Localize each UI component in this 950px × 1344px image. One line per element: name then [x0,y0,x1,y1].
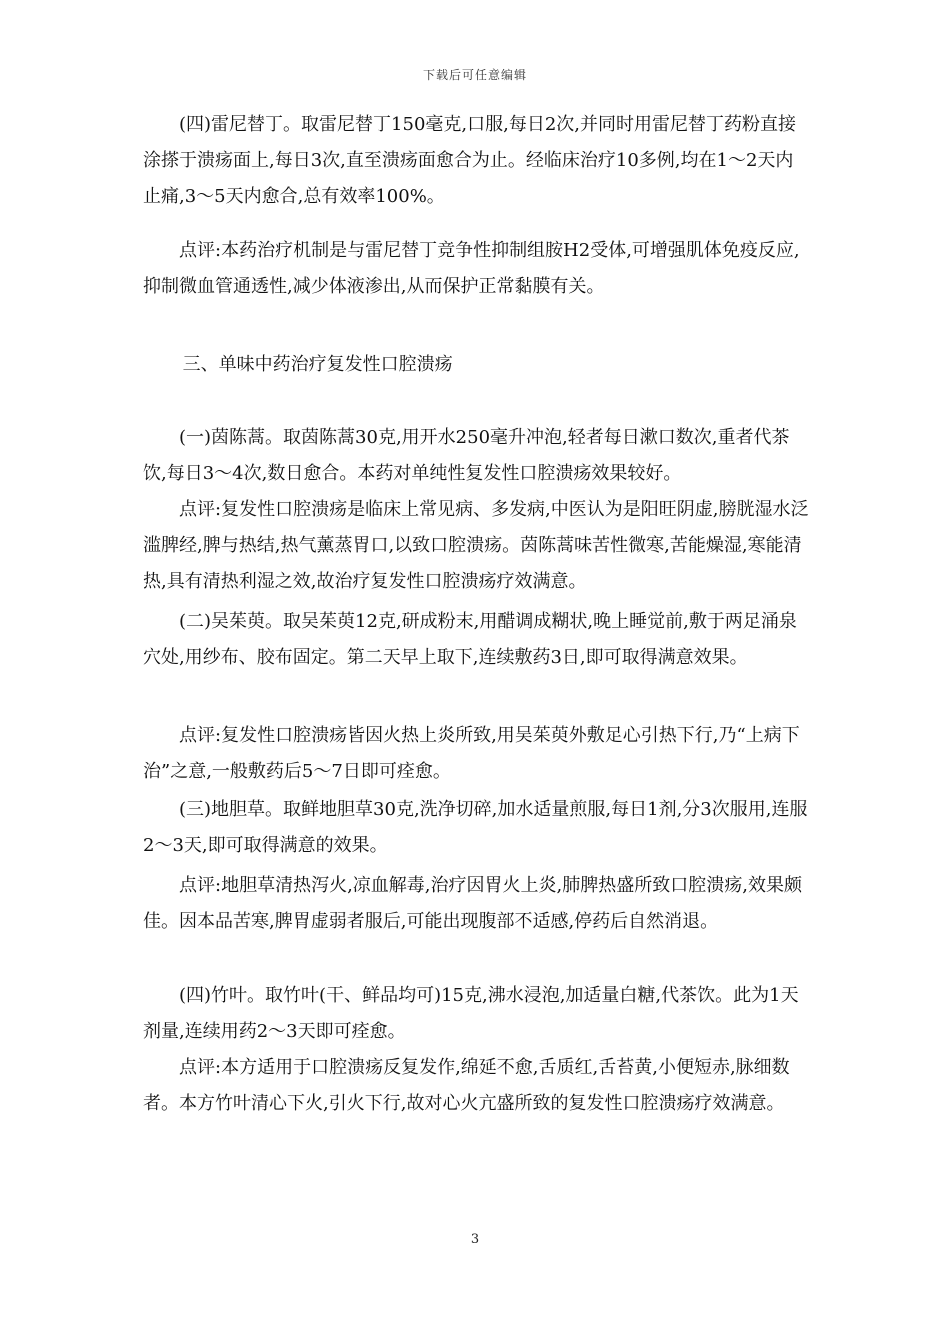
comment-ranitidine: 点评:本药治疗机制是与雷尼替丁竞争性抑制组胺H2受体,可增强肌体免疫反应,抑制微血管通透性,减少体液渗出,从而保护正常黏膜有关。 [143,240,800,297]
page-header: 下载后可任意编辑 [422,68,527,82]
section-heading: 三、单味中药治疗复发性口腔溃疡 [182,354,453,375]
comment-wuzhuyu: 点评:复发性口腔溃疡皆因火热上炎所致,用吴茱萸外敷足心引热下行,乃“上病下治”之意,一般敷药后5～7日即可痊愈。 [143,725,800,782]
paragraph-yinchenhao: (一)茵陈蒿。取茵陈蒿30克,用开水250毫升冲泡,轻者每日漱口数次,重者代茶饮,每日3～4次,数日愈合。本药对单纯性复发性口腔溃疡效果较好。 [143,427,790,484]
paragraph-zhuye: (四)竹叶。取竹叶(干、鲜品均可)15克,沸水浸泡,加适量白糖,代茶饮。此为1天剂量,连续用药2～3天即可痊愈。 [143,985,799,1042]
comment-yinchenhao: 点评:复发性口腔溃疡是临床上常见病、多发病,中医认为是阳旺阴虚,膀胱湿水泛滥脾经,脾与热结,热气薰蒸胃口,以致口腔溃疡。茵陈蒿味苦性微寒,苦能燥湿,寒能清热,具有清热利湿之效,故治疗复发性口腔溃疡疗效满意。 [143,499,809,592]
paragraph-ranitidine: (四)雷尼替丁。取雷尼替丁150毫克,口服,每日2次,并同时用雷尼替丁药粉直接涂搽于溃疡面上,每日3次,直至溃疡面愈合为止。经临床治疗10多例,均在1～2天内止痛,3～5天内愈合,总有效率100%。 [143,114,797,207]
page-number: 3 [470,1232,480,1247]
paragraph-wuzhuyu: (二)吴茱萸。取吴茱萸12克,研成粉末,用醋调成糊状,晚上睡觉前,敷于两足涌泉穴处,用纱布、胶布固定。第二天早上取下,连续敷药3日,即可取得满意效果。 [143,611,797,668]
comment-zhuye: 点评:本方适用于口腔溃疡反复发作,绵延不愈,舌质红,舌苔黄,小便短赤,脉细数者。本方竹叶清心下火,引火下行,故对心火亢盛所致的复发性口腔溃疡疗效满意。 [143,1057,790,1114]
paragraph-didancao: (三)地胆草。取鲜地胆草30克,洗净切碎,加水适量煎服,每日1剂,分3次服用,连服2～3天,即可取得满意的效果。 [143,799,808,856]
comment-didancao: 点评:地胆草清热泻火,凉血解毒,治疗因胃火上炎,肺脾热盛所致口腔溃疡,效果颇佳。因本品苦寒,脾胃虚弱者服后,可能出现腹部不适感,停药后自然消退。 [143,875,802,932]
